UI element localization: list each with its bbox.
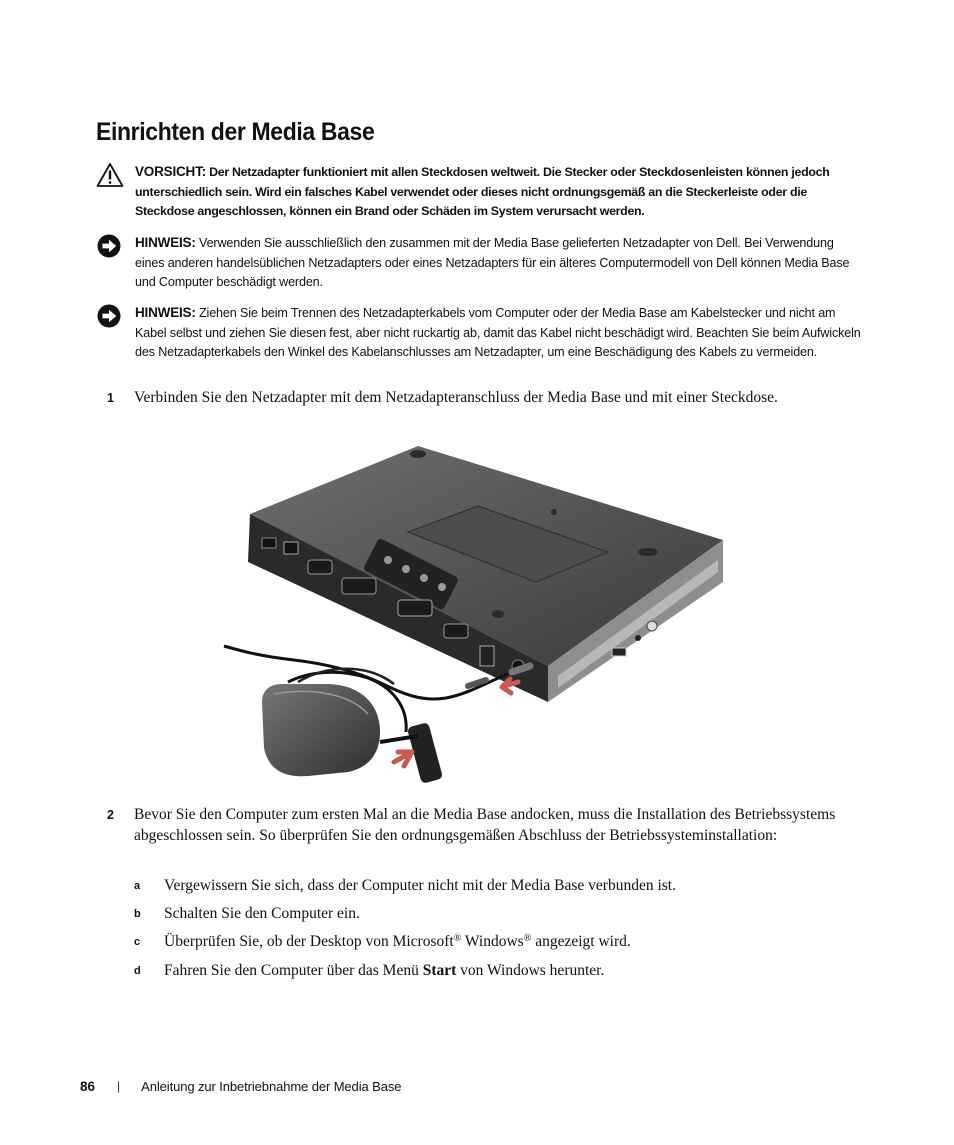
start-menu-term: Start <box>422 962 457 979</box>
substep-d-text-part: Fahren Sie den Computer über das Menü <box>164 962 423 979</box>
substep-d-text-part: von Windows herunter. <box>456 962 605 979</box>
substep-d-letter: d <box>134 965 141 977</box>
substep-c-text-part: Überprüfen Sie, ob der Desktop von Microsoft <box>164 933 454 950</box>
caution-text: Der Netzadapter funktioniert mit allen Steckdosen weltweit. Die Stecker oder Steckdosenleisten können jedoch unterschiedlich sein. Wird ein falsches Kabel verwendet oder dieses nicht ordnungsgemäß an die Steckerleiste oder die Steckdose angeschlossen, können ein Brand oder Schäden im System verursacht werden. <box>135 165 830 218</box>
substep-c-text-part: Windows <box>461 933 524 950</box>
page-title: Einrichten der Media Base <box>96 118 375 146</box>
substep-a-text: Vergewissern Sie sich, dass der Computer nicht mit der Media Base verbunden ist. <box>164 877 676 894</box>
power-adapter <box>262 669 443 784</box>
step-2-text: Bevor Sie den Computer zum ersten Mal an die Media Base andocken, muss die Installation des Betriebssystems abgeschlossen sein. So überprüfen Sie den ordnungsgemäßen Abschluss der Betriebssysteminstallation: <box>134 806 836 844</box>
notice-2-text: Ziehen Sie beim Trennen des Netzadapterkabels vom Computer oder der Media Base am Kabelstecker und nicht am Kabel selbst und ziehen Sie diesen fest, aber nicht ruckartig ab, damit das Kabel nicht beschädigt wird. Beachten Sie beim Aufwickeln des Netzadapterkabels den Winkel des Kabelanschlusses am Netzadapter, um eine Beschädigung des Kabels zu vermeiden. <box>135 306 861 359</box>
notice-arrow-icon <box>96 303 124 329</box>
substep-a <box>134 875 874 896</box>
footer-separator: | <box>117 1079 121 1093</box>
substep-c-text-part: angezeigt wird. <box>531 933 631 950</box>
caution-notice <box>96 162 866 222</box>
registered-mark: ® <box>453 933 462 944</box>
substep-b <box>134 903 874 924</box>
step-1 <box>107 387 867 408</box>
substep-b-text: Schalten Sie den Computer ein. <box>164 905 360 922</box>
footer-title: Anleitung zur Inbetriebnahme der Media Base <box>141 1078 402 1094</box>
step-1-text: Verbinden Sie den Netzadapter mit dem Netzadapteranschluss der Media Base und mit einer Steckdose. <box>134 389 778 406</box>
page-footer <box>80 1076 401 1096</box>
notice-1 <box>96 233 866 293</box>
step-1-number: 1 <box>107 391 114 405</box>
notice-2-label: HINWEIS: <box>135 305 196 320</box>
substep-a-letter: a <box>134 880 141 892</box>
substep-c <box>134 931 874 952</box>
substep-d <box>134 960 874 981</box>
notice-1-label: HINWEIS: <box>135 235 196 250</box>
caution-label: VORSICHT: <box>135 164 206 179</box>
notice-1-text: Verwenden Sie ausschließlich den zusammen mit der Media Base gelieferten Netzadapter von Dell. Bei Verwendung eines anderen handelsüblichen Netzadapters oder eines Netzadapters für ein älteres Computermodell von Dell können Media Base und Computer beschädigt werden. <box>135 236 850 289</box>
notice-arrow-icon <box>96 233 124 259</box>
substep-b-letter: b <box>134 908 141 920</box>
step-2-number: 2 <box>107 808 114 822</box>
notice-2 <box>96 303 866 363</box>
page-number: 86 <box>80 1078 96 1094</box>
substep-c-text <box>164 931 874 952</box>
registered-mark: ® <box>523 933 532 944</box>
warning-triangle-icon <box>96 162 124 188</box>
media-base-figure <box>218 432 738 798</box>
step-2 <box>107 804 867 846</box>
substep-d-text <box>164 960 874 981</box>
substep-c-letter: c <box>134 936 141 948</box>
